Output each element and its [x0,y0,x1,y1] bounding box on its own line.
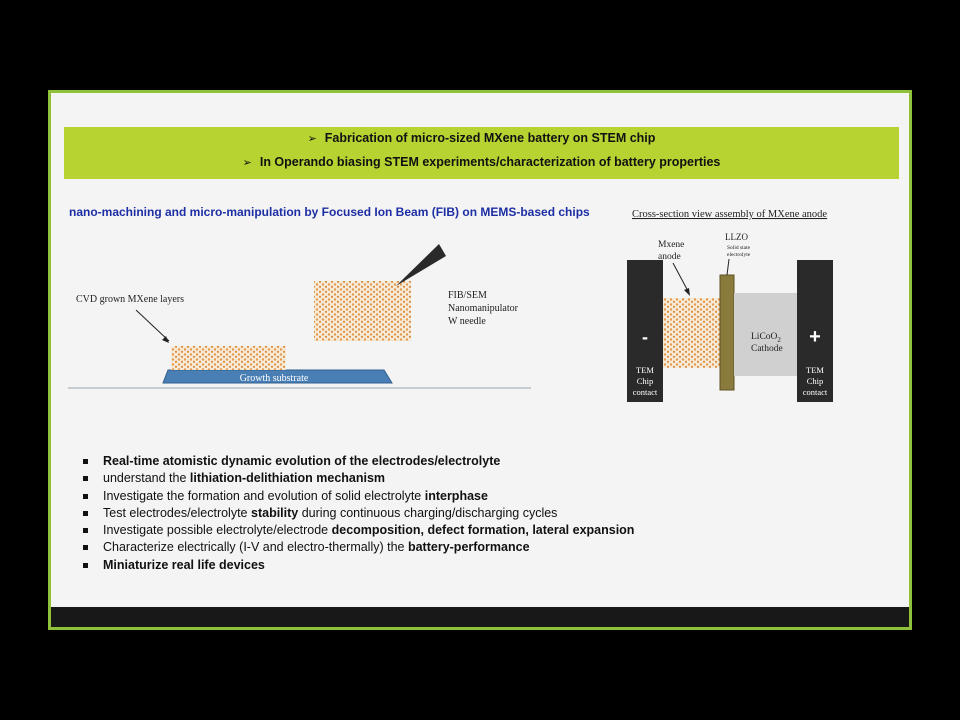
square-bullet-icon [83,545,88,550]
square-bullet-icon [83,528,88,533]
banner-line-2 [64,155,899,169]
bullet-text: Characterize electrically (I-V and electro-thermally) the [103,540,408,555]
sse-label-line2: electrolyte [727,252,751,258]
letterbox-top [0,0,960,90]
square-bullet-icon [83,563,88,568]
bullet-item [83,557,634,574]
bullet-item [83,453,634,470]
fib-label-line2: Nanomanipulator [448,303,518,314]
banner-line-1-text: Fabrication of micro-sized MXene battery on STEM chip [324,131,656,145]
bullet-bold-text: interphase [424,488,488,503]
cross-section-title: Cross-section view assembly of MXene anode [632,209,828,220]
minus-sign: - [642,327,648,347]
tem-right-line1: TEM [806,365,824,375]
bullet-item [83,488,634,505]
arrowhead-bullet-icon: ➢ [307,132,317,145]
bullet-item [83,470,634,487]
banner-line-2-text: In Operando biasing STEM experiments/characterization of battery properties [259,155,721,169]
cvd-label: CVD grown MXene layers [76,294,185,305]
lifted-mxene-block [314,281,411,341]
bullet-bold-text: Real-time atomistic dynamic evolution of the electrodes/electrolyte [103,454,501,468]
bullet-item [83,539,634,556]
square-bullet-icon [83,476,88,481]
square-bullet-icon [83,511,88,516]
bullet-bold-text: battery-performance [407,540,530,555]
bullet-list [83,453,634,574]
llzo-label: LLZO [725,232,748,242]
bullet-text: Investigate the formation and evolution of solid electrolyte [103,488,425,503]
header-banner [64,127,899,179]
bullet-text: during continuous charging/discharging cycles [298,505,558,520]
bullet-bold-text: Miniaturize real life devices [103,557,265,572]
growth-substrate-label: Growth substrate [239,373,309,384]
bullet-text: Test electrodes/electrolyte [103,505,251,520]
cathode-label-formula: LiCoO$_2$ [751,332,781,344]
tem-right-line2: Chip [806,376,824,386]
mxene-arrowhead-icon [684,288,690,296]
banner-line-1 [64,131,899,145]
slide [48,90,912,630]
square-bullet-icon [83,459,88,464]
mxene-pointer-arrow [673,263,689,293]
tem-left-line3: contact [632,387,658,397]
section-subtitle: nano-machining and micro-manipulation by Focused Ion Beam (FIB) on MEMS-based chips [69,205,590,219]
mxene-label-line1: Mxene [658,240,685,250]
bullet-bold-text: decomposition, defect formation, lateral expansion [331,523,635,538]
bullet-text: understand the [103,471,190,486]
w-needle-icon [396,244,446,286]
bullet-bold-text: stability [251,505,299,520]
tem-left-line1: TEM [636,365,654,375]
bullet-item [83,522,634,539]
left-diagram [51,228,551,398]
slide-content [51,93,909,607]
llzo-pointer-line [727,259,729,275]
fib-label-line3: W needle [448,316,486,327]
bullet-bold-text: lithiation-delithiation mechanism [189,471,386,486]
cvd-pointer-arrow [136,310,169,341]
arrowhead-bullet-icon: ➢ [242,156,252,169]
sse-label-line1: Solid state [727,245,751,251]
fib-label-line1: FIB/SEM [448,290,487,301]
mxene-label-line2: anode [658,252,681,262]
plus-sign: + [809,326,821,348]
llzo-electrolyte [720,275,734,390]
cvd-mxene-layers [171,346,286,370]
square-bullet-icon [83,494,88,499]
mxene-anode-block [663,298,721,368]
cathode-label-word: Cathode [751,344,783,354]
tem-right-line3: contact [802,387,828,397]
right-diagram [621,203,909,413]
bullet-item [83,505,634,522]
bullet-text: Investigate possible electrolyte/electrode [103,523,332,538]
tem-left-line2: Chip [636,376,654,386]
